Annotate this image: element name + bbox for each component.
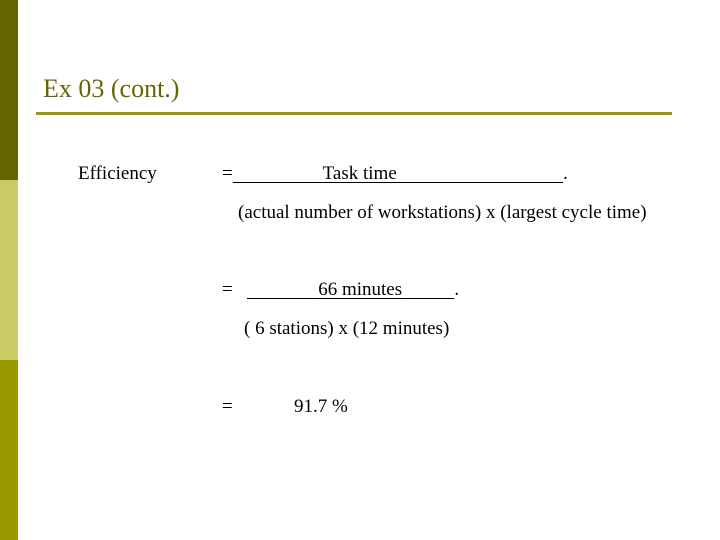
- title-divider: [36, 112, 672, 115]
- equation-1-denominator: (actual number of workstations) x (largest cycle time): [238, 202, 647, 223]
- equation-1-numerator-line: [222, 163, 568, 185]
- equation-1-numerator: Task time: [322, 163, 397, 184]
- equation-2-numerator: 66 minutes: [318, 279, 403, 300]
- equation-1-period: .: [563, 163, 568, 184]
- equation-2-underline-left: [247, 279, 318, 300]
- equation-1-underline-left: [233, 163, 323, 184]
- equation-2-equals: =: [222, 279, 233, 300]
- equation-2-period: .: [454, 279, 460, 300]
- equation-3-equals: =: [222, 396, 233, 417]
- equation-2-underline-right: [402, 279, 454, 300]
- side-bar-bottom: [0, 360, 18, 540]
- side-bar-top: [0, 0, 18, 180]
- equation-2-numerator-line: [222, 279, 459, 301]
- equation-1-underline-right: [397, 163, 563, 184]
- efficiency-label: Efficiency: [78, 163, 157, 184]
- equation-2-denominator: ( 6 stations) x (12 minutes): [244, 318, 450, 339]
- slide-title: Ex 03 (cont.): [43, 74, 180, 103]
- side-bar-middle: [0, 180, 18, 360]
- equation-1-equals: =: [222, 163, 233, 184]
- equation-3-result: 91.7 %: [294, 396, 348, 417]
